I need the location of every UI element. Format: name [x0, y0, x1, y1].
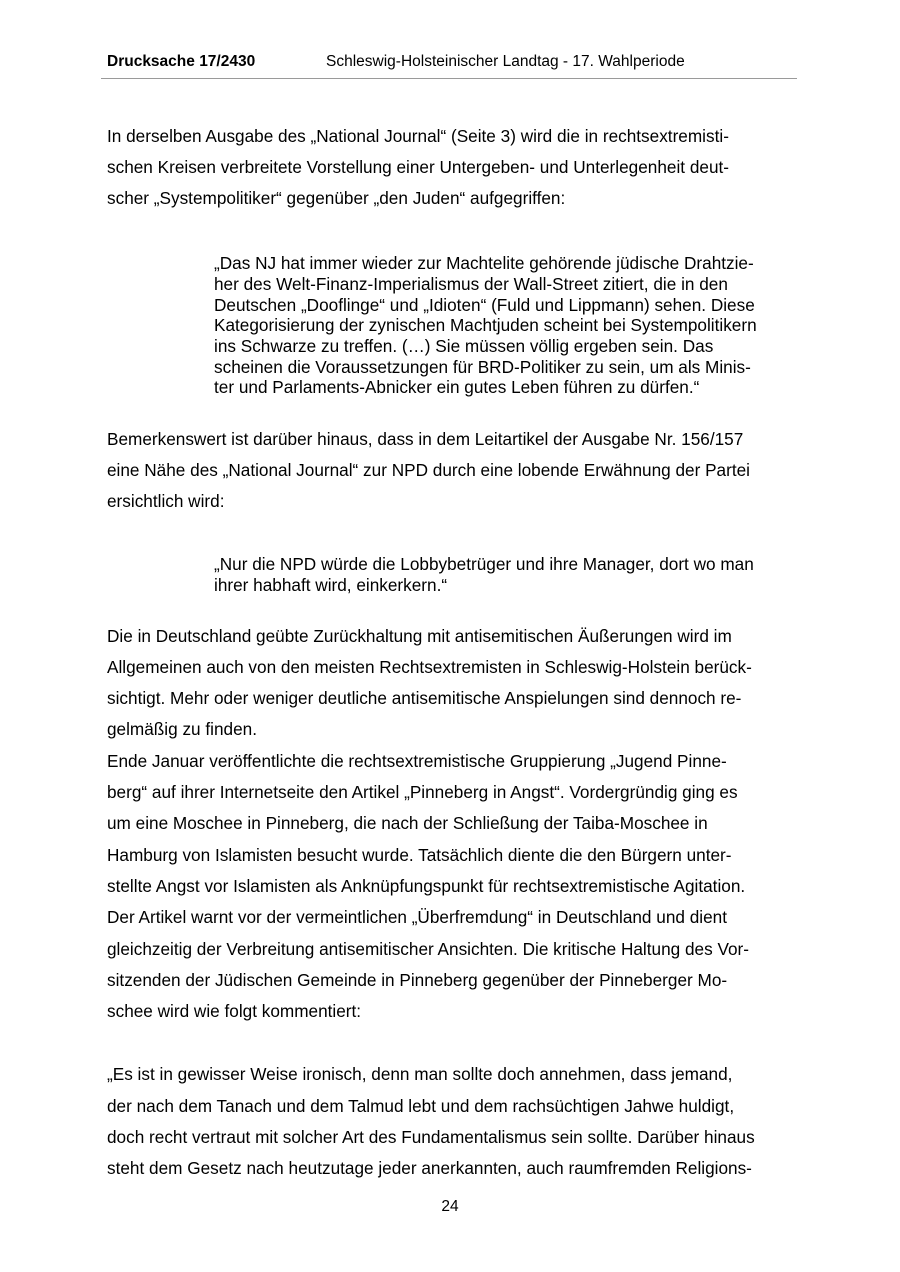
text-line: „Es ist in gewisser Weise ironisch, denn man sollte doch annehmen, dass jemand, — [107, 1064, 733, 1084]
quote-line: scheinen die Voraussetzungen für BRD-Politiker zu sein, um als Minis- — [214, 357, 751, 377]
quote-line: ins Schwarze zu treffen. (…) Sie müssen völlig ergeben sein. Das — [214, 336, 714, 356]
quote-line: Kategorisierung der zynischen Machtjuden scheint bei Systempolitikern — [214, 315, 757, 335]
text-line: In derselben Ausgabe des „National Journal“ (Seite 3) wird die in rechtsextremisti- — [107, 126, 729, 146]
quote-line: her des Welt-Finanz-Imperialismus der Wall-Street zitiert, die in den — [214, 274, 728, 294]
document-number: Drucksache 17/2430 — [107, 53, 256, 70]
text-line: der nach dem Tanach und dem Talmud lebt und dem rachsüchtigen Jahwe huldigt, — [107, 1096, 735, 1116]
text-line: Allgemeinen auch von den meisten Rechtsextremisten in Schleswig-Holstein berück- — [107, 657, 752, 677]
quote-line: ihrer habhaft wird, einkerkern.“ — [214, 575, 448, 595]
text-line: doch recht vertraut mit solcher Art des Fundamentalismus sein sollte. Darüber hinaus — [107, 1127, 755, 1147]
quote-line: Deutschen „Dooflinge“ und „Idioten“ (Fuld und Lippmann) sehen. Diese — [214, 295, 755, 315]
text-line: eine Nähe des „National Journal“ zur NPD durch eine lobende Erwähnung der Partei — [107, 460, 750, 480]
text-line: scher „Systempolitiker“ gegenüber „den Juden“ aufgegriffen: — [107, 188, 566, 208]
page-header — [101, 52, 797, 79]
text-line: sichtigt. Mehr oder weniger deutliche antisemitische Anspielungen sind dennoch re- — [107, 688, 742, 708]
text-line: schen Kreisen verbreitete Vorstellung einer Untergeben- und Unterlegenheit deut- — [107, 157, 729, 177]
text-line: Ende Januar veröffentlichte die rechtsextremistische Gruppierung „Jugend Pinne- — [107, 751, 727, 771]
quote-line: „Nur die NPD würde die Lobbybetrüger und ihre Manager, dort wo man — [214, 554, 754, 574]
quote-line: ter und Parlaments-Abnicker ein gutes Leben führen zu dürfen.“ — [214, 377, 700, 397]
text-line: gleichzeitig der Verbreitung antisemitischer Ansichten. Die kritische Haltung des Vor- — [107, 939, 749, 959]
text-line: Bemerkenswert ist darüber hinaus, dass in dem Leitartikel der Ausgabe Nr. 156/157 — [107, 429, 744, 449]
text-line: Hamburg von Islamisten besucht wurde. Tatsächlich diente die den Bürgern unter- — [107, 845, 732, 865]
text-line: berg“ auf ihrer Internetseite den Artikel „Pinneberg in Angst“. Vordergründig ging es — [107, 782, 738, 802]
page-number: 24 — [441, 1198, 459, 1215]
institution-title: Schleswig-Holsteinischer Landtag - 17. Wahlperiode — [326, 53, 685, 70]
text-line: schee wird wie folgt kommentiert: — [107, 1001, 362, 1021]
text-line: um eine Moschee in Pinneberg, die nach der Schließung der Taiba-Moschee in — [107, 813, 708, 833]
text-line: steht dem Gesetz nach heutzutage jeder anerkannten, auch raumfremden Religions- — [107, 1158, 752, 1178]
quote-line: „Das NJ hat immer wieder zur Machtelite gehörende jüdische Drahtzie- — [214, 253, 754, 273]
text-line: Die in Deutschland geübte Zurückhaltung mit antisemitischen Äußerungen wird im — [107, 626, 732, 646]
text-line: stellte Angst vor Islamisten als Anknüpfungspunkt für rechtsextremistische Agitation. — [107, 876, 746, 896]
text-line: Der Artikel warnt vor der vermeintlichen „Überfremdung“ in Deutschland und dient — [107, 907, 727, 927]
text-line: ersichtlich wird: — [107, 491, 225, 511]
text-line: gelmäßig zu finden. — [107, 719, 257, 739]
text-line: sitzenden der Jüdischen Gemeinde in Pinneberg gegenüber der Pinneberger Mo- — [107, 970, 728, 990]
